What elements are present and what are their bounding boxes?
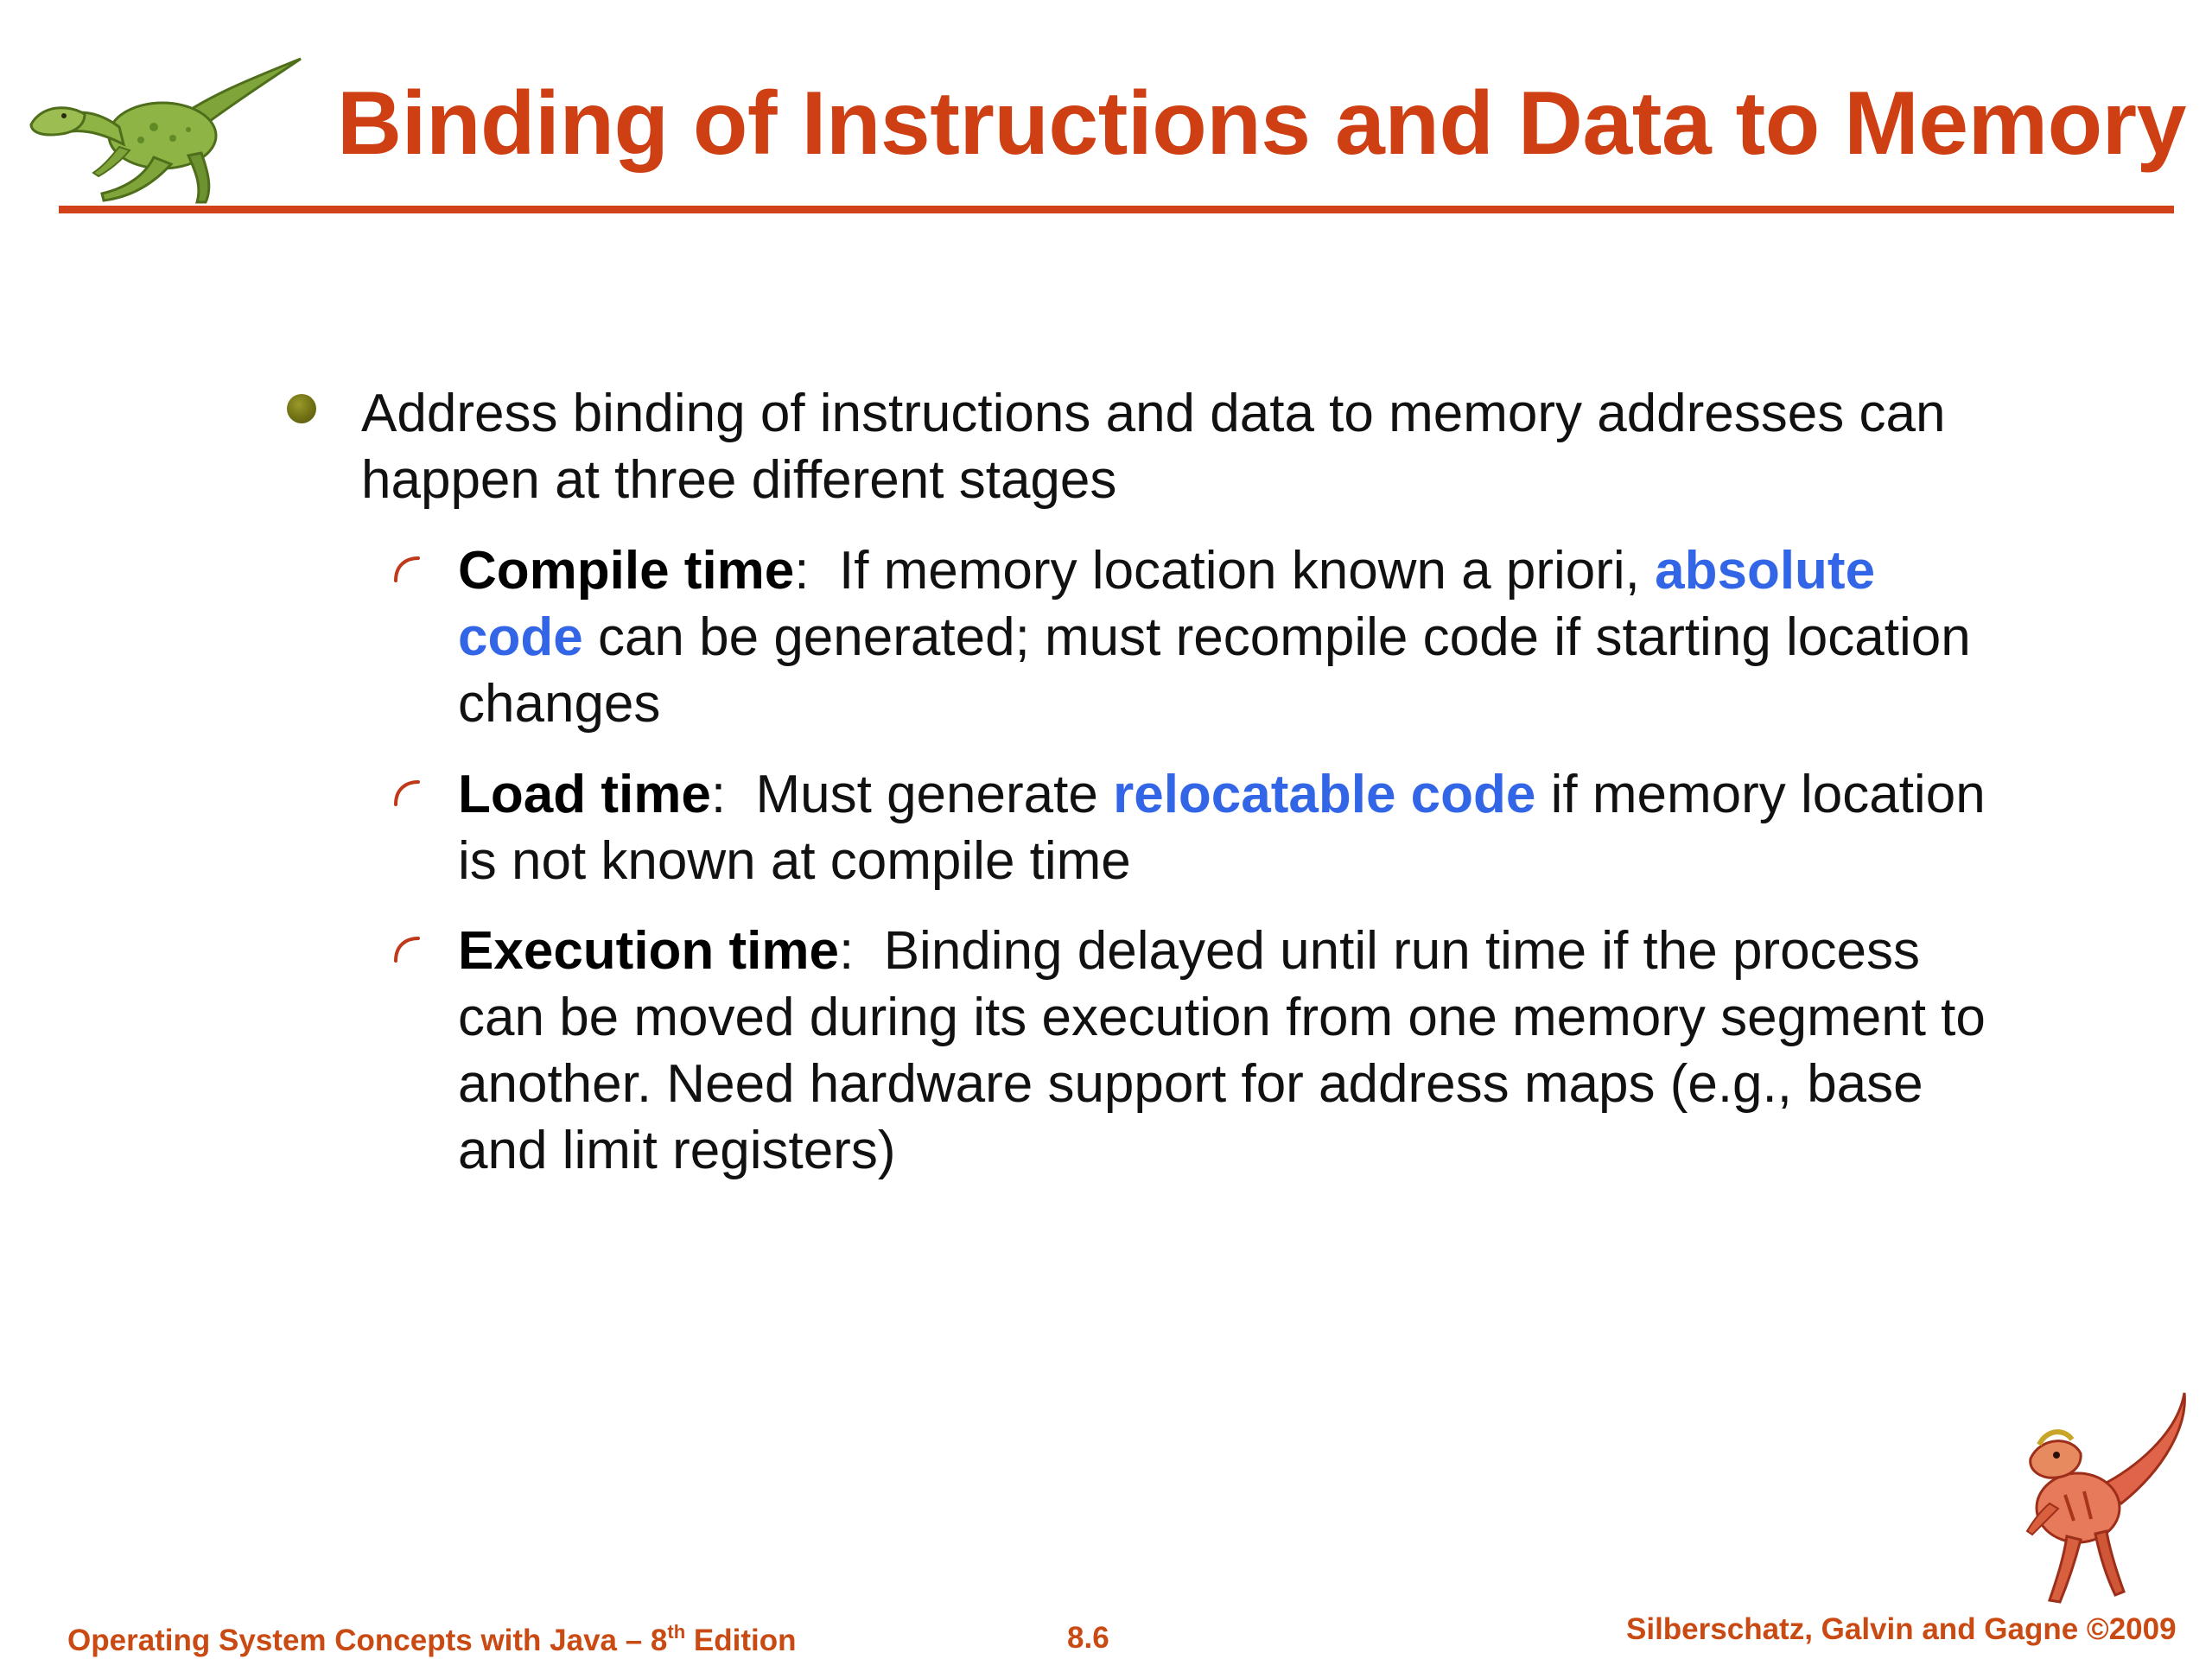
term-colon: : bbox=[839, 921, 884, 981]
bullet-dot-icon bbox=[287, 394, 316, 423]
page-number: 8.6 bbox=[1067, 1621, 1109, 1655]
sub-bullet-text-before: Must generate bbox=[755, 765, 1114, 824]
sub-bullet-arc-icon bbox=[389, 551, 423, 586]
sub-bullet-text-after: can be generated; must recompile code if starting location changes bbox=[458, 607, 1971, 734]
sub-bullet-arc-icon bbox=[389, 931, 423, 966]
term-compile-time: Compile time bbox=[458, 541, 795, 601]
sub-bullet-compile-time bbox=[458, 537, 2013, 737]
sub-bullet-execution-time bbox=[458, 918, 2013, 1184]
highlight-relocatable-code: relocatable code bbox=[1113, 765, 1536, 824]
footer-book-title-suffix: Edition bbox=[685, 1624, 797, 1657]
page-title: Binding of Instructions and Data to Memory bbox=[337, 73, 2186, 174]
sub-bullet-text-before: If memory location known a priori, bbox=[838, 541, 1656, 601]
footer-copyright: Silberschatz, Galvin and Gagne ©2009 bbox=[1626, 1612, 2177, 1646]
footer-book-title-prefix: Operating System Concepts with Java – 8 bbox=[67, 1624, 668, 1657]
term-colon: : bbox=[710, 765, 756, 824]
sub-bullet-text-after: if memory location is not known at compile time bbox=[458, 765, 1986, 891]
sub-bullet-arc-icon bbox=[389, 775, 423, 810]
term-execution-time: Execution time bbox=[458, 921, 839, 981]
red-dinosaur-icon bbox=[1970, 1382, 2203, 1616]
main-bullet-text: Address binding of instructions and data to memory addresses can happen at three different stages bbox=[361, 384, 1946, 510]
term-colon: : bbox=[794, 541, 839, 601]
sub-bullet-text-before: Binding delayed until run time if the process can be moved during its execution from one memory segment to another. Need hardware support for address maps (e.g., base and limit registers) bbox=[458, 921, 1986, 1180]
sub-bullet-load-time bbox=[458, 761, 2013, 894]
footer-edition-superscript: th bbox=[667, 1621, 686, 1643]
highlight-absolute-code: absolute code bbox=[458, 541, 1876, 667]
term-load-time: Load time bbox=[458, 765, 711, 824]
footer-book-title bbox=[67, 1621, 796, 1658]
